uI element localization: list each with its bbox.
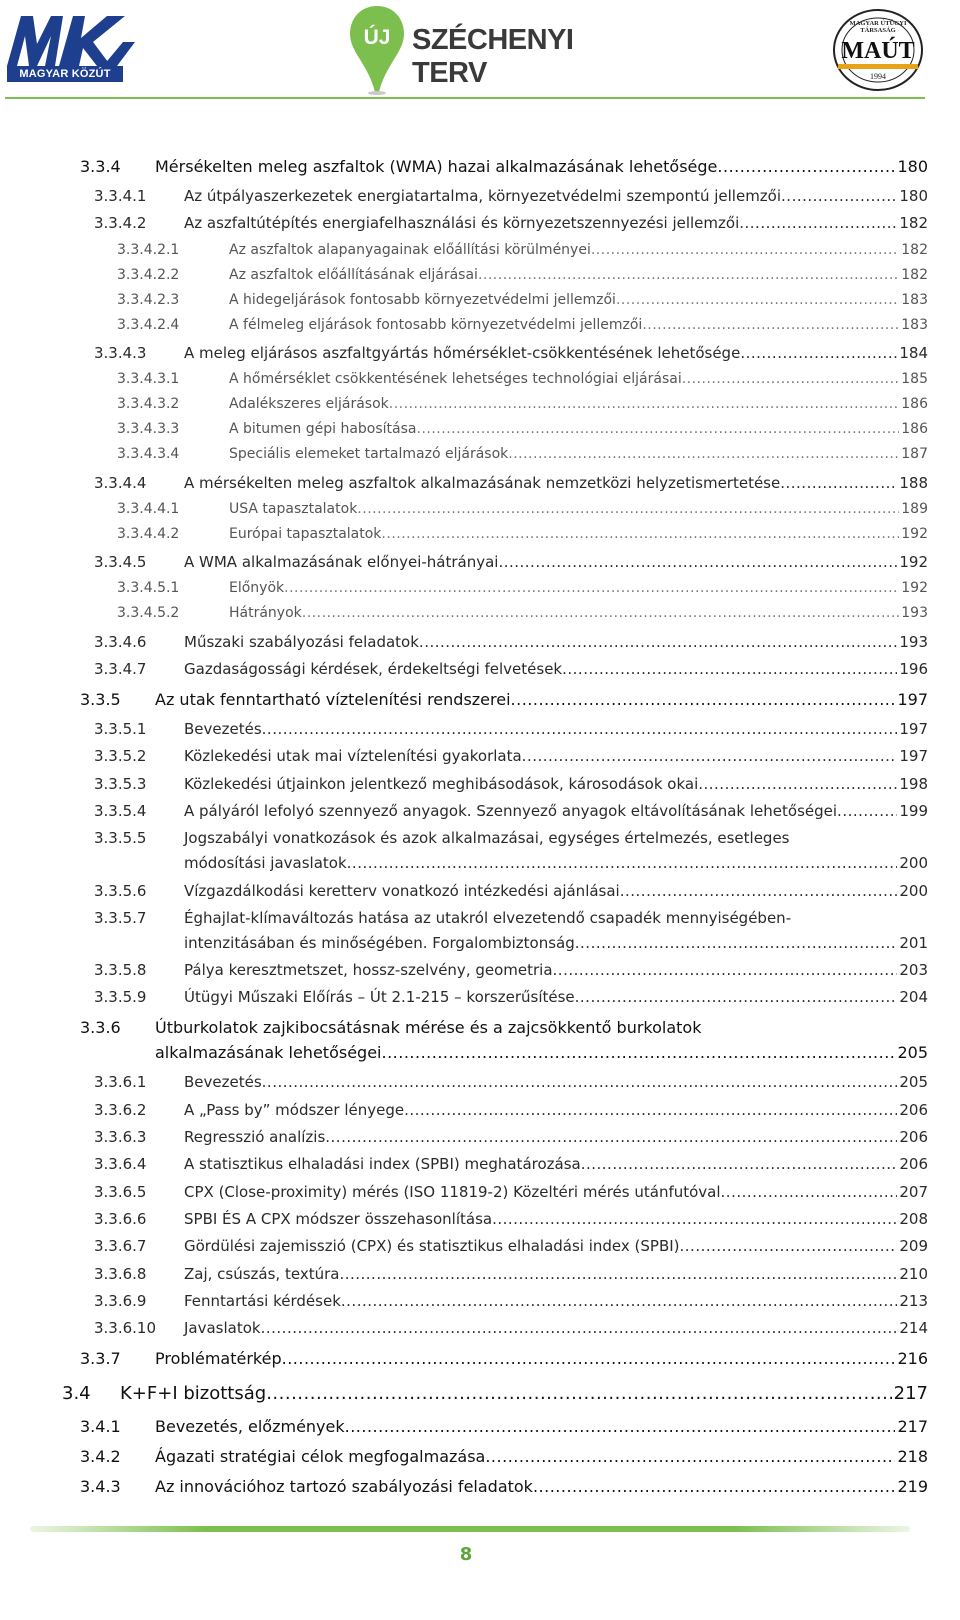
toc-entry-number: 3.3.4 [80, 157, 121, 176]
toc-entry-number: 3.3.4.3.2 [117, 396, 180, 413]
dot-leader [740, 344, 897, 362]
dot-leader [357, 501, 899, 517]
toc-entry-number: 3.3.6.9 [94, 1291, 147, 1310]
toc-entry-title: Közlekedési útjainkon jelentkező meghibásodások, károsodások okai [184, 774, 699, 793]
dot-leader [581, 1155, 898, 1173]
toc-entry-title: Az útpályaszerkezetek energiatartalma, környezetvédelmi szempontú jellemzői [184, 187, 782, 205]
footer-divider [30, 1526, 910, 1532]
toc-entry-page: 193 [899, 632, 928, 651]
dot-leader [478, 267, 899, 283]
toc-entry-page: 206 [899, 1128, 928, 1146]
toc-entry-page: 206 [899, 1100, 928, 1119]
toc-entry-number: 3.3.4.2.2 [117, 266, 180, 283]
dot-leader [341, 1292, 897, 1310]
toc-entry-page: 186 [901, 396, 928, 413]
toc-entry-title: Az aszfaltútépítés energiafelhasználási és környezetszennyezési jellemzői [184, 214, 740, 233]
maut-logo [832, 8, 924, 92]
toc-entry-number: 3.4.3 [80, 1477, 121, 1497]
toc-entry-number: 3.4 [62, 1383, 91, 1405]
dot-leader [404, 1101, 897, 1119]
toc-entry-number: 3.3.4.6 [94, 632, 147, 651]
toc-entry-title: Ágazati stratégiai célok megfogalmazása [155, 1447, 486, 1467]
toc-entry-page: 206 [899, 1155, 928, 1174]
toc-entry-title: Fenntartási kérdések [184, 1291, 341, 1310]
dot-leader [419, 633, 897, 651]
dot-leader [642, 317, 899, 333]
toc-entry-number: 3.3.5.6 [94, 881, 147, 900]
page-number: 8 [459, 1544, 473, 1565]
toc-entry-number: 3.3.4.5.2 [117, 605, 180, 622]
toc-entry-page: 188 [899, 473, 928, 492]
toc-entry-page: 217 [897, 1417, 928, 1437]
toc-entry-page: 198 [899, 774, 928, 793]
toc-entry-title: A statisztikus elhaladási index (SPBI) meghatározása [184, 1155, 581, 1174]
toc-entry-title: Európai tapasztalatok [229, 525, 382, 542]
toc-entry-number: 3.3.4.5 [94, 553, 147, 572]
dot-leader [522, 747, 898, 765]
toc-entry-number: 3.4.2 [80, 1447, 121, 1467]
toc-entry-number: 3.3.6.6 [94, 1209, 147, 1228]
toc-entry-title: Műszaki szabályozási feladatok [184, 632, 419, 651]
dot-leader [680, 1237, 898, 1255]
toc-entry-title: Éghajlat-klímaváltozás hatása az utakról elvezetendő csapadék mennyiségében- [184, 908, 792, 927]
dot-leader [508, 446, 899, 462]
toc-entry-number: 3.3.5.7 [94, 908, 147, 927]
toc-entry-title: A félmeleg eljárások fontosabb környezetvédelmi jellemzői [229, 316, 643, 333]
toc-entry-title: Vízgazdálkodási keretterv vonatkozó intézkedési ajánlásai [184, 881, 620, 900]
toc-entry-number: 3.3.4.2.1 [117, 241, 180, 258]
toc-entry-page: 182 [899, 214, 928, 233]
toc-entry-page: 218 [897, 1447, 928, 1467]
toc-entry-page: 180 [897, 157, 928, 176]
toc-entry-title: Problématérkép [155, 1349, 282, 1369]
toc-entry-page: 219 [897, 1477, 928, 1497]
dot-leader [575, 934, 898, 952]
dot-leader [302, 605, 900, 621]
toc-entry-page: 182 [901, 266, 928, 283]
toc-entry-title: SPBI ÉS A CPX módszer összehasonlítása [184, 1209, 493, 1228]
toc-entry-page: 205 [899, 1073, 928, 1092]
toc-entry-number: 3.3.5.4 [94, 801, 147, 820]
page-header [0, 0, 960, 105]
toc-entry-title: A WMA alkalmazásának előnyei-hátrányai [184, 553, 499, 572]
toc-entry-page: 197 [899, 720, 928, 738]
toc-entry-title: Közlekedési utak mai víztelenítési gyakorlata [184, 747, 522, 766]
toc-entry-title: módosítási javaslatok [184, 854, 347, 873]
toc-entry-title: Pálya keresztmetszet, hossz-szelvény, geometria [184, 961, 553, 980]
map-pin-icon [348, 4, 406, 96]
toc-entry-number: 3.3.4.4.2 [117, 525, 180, 542]
toc-entry-title: A hidegeljárások fontosabb környezetvédelmi jellemzői [229, 291, 616, 308]
toc-entry-number: 3.3.6.4 [94, 1155, 147, 1174]
toc-entry-page: 192 [901, 580, 928, 597]
toc-entry-number: 3.3.4.1 [94, 187, 147, 205]
dot-leader [575, 988, 898, 1006]
uj-szechenyi-terv-logo [348, 4, 648, 96]
toc-entry-title: Útügyi Műszaki Előírás – Út 2.1-215 – korszerűsítése [184, 988, 575, 1007]
toc-entry-title: K+F+I bizottság [120, 1383, 267, 1405]
toc-entry-page: 197 [897, 690, 928, 709]
toc-entry-title: Útburkolatok zajkibocsátásnak mérése és a zajcsökkentő burkolatok [155, 1018, 702, 1038]
toc-entry-page: 207 [899, 1182, 928, 1201]
toc-entry-number: 3.3.6.3 [94, 1128, 147, 1146]
toc-entry-number: 3.3.4.3.4 [117, 446, 180, 463]
toc-entry-title: A „Pass by” módszer lényege [184, 1100, 405, 1119]
dot-leader [721, 1183, 898, 1201]
toc-entry-page: 187 [901, 446, 928, 463]
toc-entry-number: 3.3.5.5 [94, 829, 147, 848]
toc-entry-number: 3.3.4.2.3 [117, 291, 180, 308]
dot-leader [698, 775, 897, 793]
toc-entry-number: 3.4.1 [80, 1417, 121, 1437]
magyar-kozut-logo [7, 14, 135, 84]
dot-leader [389, 396, 900, 412]
toc-entry-title: USA tapasztalatok [229, 500, 358, 517]
dot-leader [381, 526, 899, 542]
toc-entry-title: Mérsékelten meleg aszfaltok (WMA) hazai alkalmazásának lehetősége [155, 157, 718, 176]
toc-entry-title: Előnyök [229, 580, 285, 597]
toc-entry-number: 3.3.5.3 [94, 774, 147, 793]
dot-leader [282, 1349, 896, 1368]
logo-pin-text: ÚJ [363, 26, 391, 49]
toc-entry-number: 3.3.4.4 [94, 473, 147, 492]
dot-leader [381, 1043, 895, 1062]
toc-entry-page: 186 [901, 421, 928, 438]
toc-entry-number: 3.3.5 [80, 690, 121, 709]
toc-entry-page: 208 [899, 1209, 928, 1228]
toc-entry-number: 3.3.6 [80, 1018, 121, 1038]
toc-entry-number: 3.3.6.1 [94, 1073, 147, 1092]
toc-entry-page: 183 [901, 291, 928, 308]
dot-leader [533, 1477, 896, 1496]
dot-leader [780, 474, 897, 492]
maut-logo-text: MAÚT [841, 38, 915, 64]
dot-leader [262, 1073, 898, 1091]
dot-leader [682, 371, 900, 387]
toc-entry-title: A hőmérséklet csökkentésének lehetséges technológiai eljárásai [229, 371, 682, 388]
toc-entry-number: 3.3.5.1 [94, 720, 147, 738]
toc-entry-number: 3.3.6.2 [94, 1100, 147, 1119]
toc-entry-page: 193 [901, 605, 928, 622]
toc-entry-title: Regresszió analízis [184, 1128, 326, 1146]
dot-leader [781, 187, 897, 205]
toc-entry-page: 200 [899, 881, 928, 900]
toc-entry-page: 196 [899, 660, 928, 678]
toc-entry-number: 3.3.4.4.1 [117, 500, 180, 517]
toc-entry-number: 3.3.4.3 [94, 343, 147, 362]
toc-entry-title: Bevezetés [184, 720, 262, 738]
toc-entry-number: 3.3.6.7 [94, 1237, 147, 1256]
header-divider [5, 97, 925, 99]
toc-entry-number: 3.3.4.7 [94, 660, 147, 678]
toc-entry-number: 3.3.4.5.1 [117, 580, 180, 597]
toc-entry-page: 209 [899, 1237, 928, 1256]
toc-entry-title: A bitumen gépi habosítása [229, 421, 417, 438]
dot-leader [553, 961, 898, 979]
toc-entry-page: 204 [899, 988, 928, 1007]
toc-entry-title: intenzitásában és minőségében. Forgalombiztonság [184, 933, 575, 952]
toc-entry-number: 3.3.5.9 [94, 988, 147, 1007]
toc-entry-number: 3.3.6.8 [94, 1264, 147, 1283]
toc-entry-title: CPX (Close-proximity) mérés (ISO 11819-2) Közeltéri mérés utánfutóval [184, 1182, 721, 1201]
dot-leader [837, 802, 897, 820]
maut-logo-year: 1994 [870, 72, 886, 81]
toc-entry-page: 210 [899, 1264, 928, 1283]
dot-leader [261, 1319, 898, 1337]
dot-leader [485, 1447, 895, 1466]
toc-entry-number: 3.3.5.2 [94, 747, 147, 766]
maut-logo-arc-text: MAGYAR ÚTÜGYI TÁRSASÁG [849, 20, 907, 34]
toc-entry-title: Az aszfaltok alapanyagainak előállítási körülményei [229, 241, 591, 258]
toc-entry-page: 214 [899, 1319, 928, 1338]
dot-leader [620, 882, 898, 900]
toc-entry-page: 184 [899, 343, 928, 362]
logo-wordmark: SZÉCHENYI TERV [412, 24, 574, 89]
toc-entry-title: Speciális elemeket tartalmazó eljárások [229, 446, 509, 463]
dot-leader [262, 720, 898, 738]
dot-leader [417, 421, 900, 437]
toc-entry-number: 3.3.6.5 [94, 1182, 147, 1201]
toc-entry-number: 3.3.4.3.1 [117, 371, 180, 388]
toc-entry-title: Gördülési zajemisszió (CPX) és statisztikus elhaladási index (SPBI) [184, 1237, 680, 1256]
toc-entry-page: 199 [899, 801, 928, 820]
toc-entry-title: Bevezetés, előzmények [155, 1417, 345, 1437]
toc-entry-title: Adalékszeres eljárások [229, 396, 389, 413]
dot-leader [492, 1210, 897, 1228]
toc-entry-number: 3.3.7 [80, 1349, 121, 1369]
dot-leader [498, 553, 897, 571]
toc-entry-page: 217 [893, 1383, 928, 1405]
toc-entry-page: 192 [899, 553, 928, 572]
toc-entry-page: 213 [899, 1291, 928, 1310]
toc-entry-title: Az aszfaltok előállításának eljárásai [229, 266, 478, 283]
toc-entry-title: A mérsékelten meleg aszfaltok alkalmazásának nemzetközi helyzetismertetése [184, 473, 781, 492]
dot-leader [284, 580, 899, 596]
toc-entry-page: 205 [897, 1043, 928, 1063]
toc-entry-page: 185 [901, 371, 928, 388]
toc-entry-title: Az utak fenntartható víztelenítési rendszerei [155, 690, 511, 709]
toc-entry-title: Bevezetés [184, 1073, 262, 1092]
toc-entry-number: 3.3.4.2 [94, 214, 147, 233]
dot-leader [717, 157, 895, 176]
dot-leader [562, 660, 897, 678]
toc-entry-number: 3.3.5.8 [94, 961, 147, 980]
toc-entry-title: Gazdaságossági kérdések, érdekeltségi felvetések [184, 660, 563, 678]
dot-leader [739, 214, 897, 232]
dot-leader [511, 690, 896, 709]
toc-entry-number: 3.3.6.10 [94, 1319, 157, 1338]
toc-entry-title: Jogszabályi vonatkozások és azok alkalmazásai, egységes értelmezés, esetleges [184, 829, 790, 848]
toc-entry-number: 3.3.4.2.4 [117, 316, 180, 333]
toc-entry-title: Hátrányok [229, 605, 302, 622]
dot-leader [325, 1128, 897, 1146]
dot-leader [616, 292, 899, 308]
toc-entry-title: Zaj, csúszás, textúra [184, 1264, 340, 1283]
dot-leader [339, 1265, 897, 1283]
toc-entry-title: A meleg eljárásos aszfaltgyártás hőmérséklet-csökkentésének lehetősége [184, 343, 741, 362]
dot-leader [266, 1383, 891, 1404]
toc-entry-title: alkalmazásának lehetőségei [155, 1043, 382, 1063]
toc-entry-title: A pályáról lefolyó szennyező anyagok. Szennyező anyagok eltávolításának lehetőségei [184, 801, 838, 820]
toc-entry-title: Javaslatok [184, 1319, 261, 1338]
toc-entry-page: 182 [901, 241, 928, 258]
toc-entry-page: 192 [901, 525, 928, 542]
toc-entry-page: 180 [899, 187, 928, 205]
toc-entry-page: 189 [901, 500, 928, 517]
toc-entry-number: 3.3.4.3.3 [117, 421, 180, 438]
toc-entry-page: 197 [899, 747, 928, 766]
toc-entry-page: 216 [897, 1349, 928, 1369]
toc-entry-page: 201 [899, 933, 928, 952]
toc-entry-page: 183 [901, 316, 928, 333]
dot-leader [347, 854, 898, 872]
dot-leader [591, 242, 899, 258]
toc-entry-page: 203 [899, 961, 928, 980]
magyar-kozut-logo-text: MAGYAR KÖZÚT [7, 66, 123, 82]
toc-entry-page: 200 [899, 854, 928, 873]
toc-entry-title: Az innovációhoz tartozó szabályozási feladatok [155, 1477, 533, 1497]
dot-leader [345, 1417, 896, 1436]
